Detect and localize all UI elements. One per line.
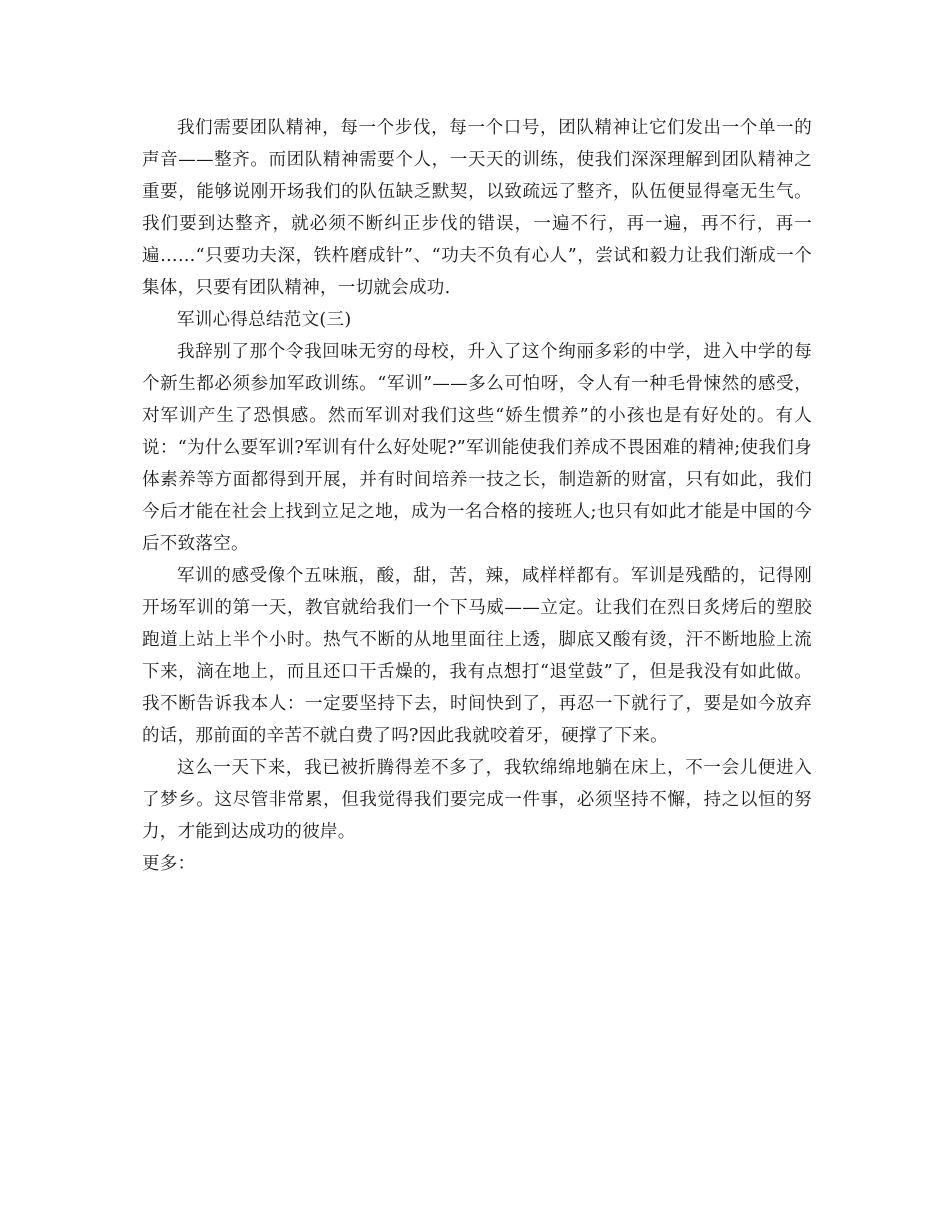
paragraph-intro: 我辞别了那个令我回味无穷的母校，升入了这个绚丽多彩的中学，进入中学的每个新生都必须参加军政训练。“军训”——多么可怕呀，令人有一种毛骨悚然的感受，对军训产生了恐惧感。然而军训对我们这些“娇生惯养”的小孩也是有好处的。有人说：“为什么要军训?军训有什么好处呢?”军训能使我们养成不畏困难的精神;使我们身体素养等方面都得到开展，并有时间培养一技之长，制造新的财富，只有如此，我们今后才能在社会上找到立足之地，成为一名合格的接班人;也只有如此才能是中国的今后不致落空。 [142,342,812,554]
paragraph-conclusion: 这么一天下来，我已被折腾得差不多了，我软绵绵地躺在床上，不一会儿便进入了梦乡。这尽管非常累，但我觉得我们要完成一件事，必须坚持不懈，持之以恒的努力，才能到达成功的彼岸。 [142,758,812,842]
document-body [142,112,812,880]
more-label: 更多： [142,854,196,874]
paragraph-team-spirit: 我们需要团队精神，每一个步伐，每一个口号，团队精神让它们发出一个单一的声音——整齐。而团队精神需要个人，一天天的训练，使我们深深理解到团队精神之重要，能够说刚开场我们的队伍缺乏默契，以致疏远了整齐，队伍便显得毫无生气。我们要到达整齐，就必须不断纠正步伐的错误，一遍不行，再一遍，再不行，再一遍……“只要功夫深，铁杵磨成针”、“功夫不负有心人”，尝试和毅力让我们渐成一个集体，只要有团队精神，一切就会成功. [142,118,812,298]
section-subheading: 军训心得总结范文(三) [177,310,352,330]
paragraph-feelings: 军训的感受像个五味瓶，酸，甜，苦，辣，咸样样都有。军训是残酷的，记得刚开场军训的第一天，教官就给我们一个下马威——立定。让我们在烈日炙烤后的塑胶跑道上站上半个小时。热气不断的从地里面往上透，脚底又酸有烫，汗不断地脸上流下来，滴在地上，而且还口干舌燥的，我有点想打“退堂鼓”了，但是我没有如此做。我不断告诉我本人：一定要坚持下去，时间快到了，再忍一下就行了，要是如今放弃的话，那前面的辛苦不就白费了吗?因此我就咬着牙，硬撑了下来。 [142,566,812,746]
